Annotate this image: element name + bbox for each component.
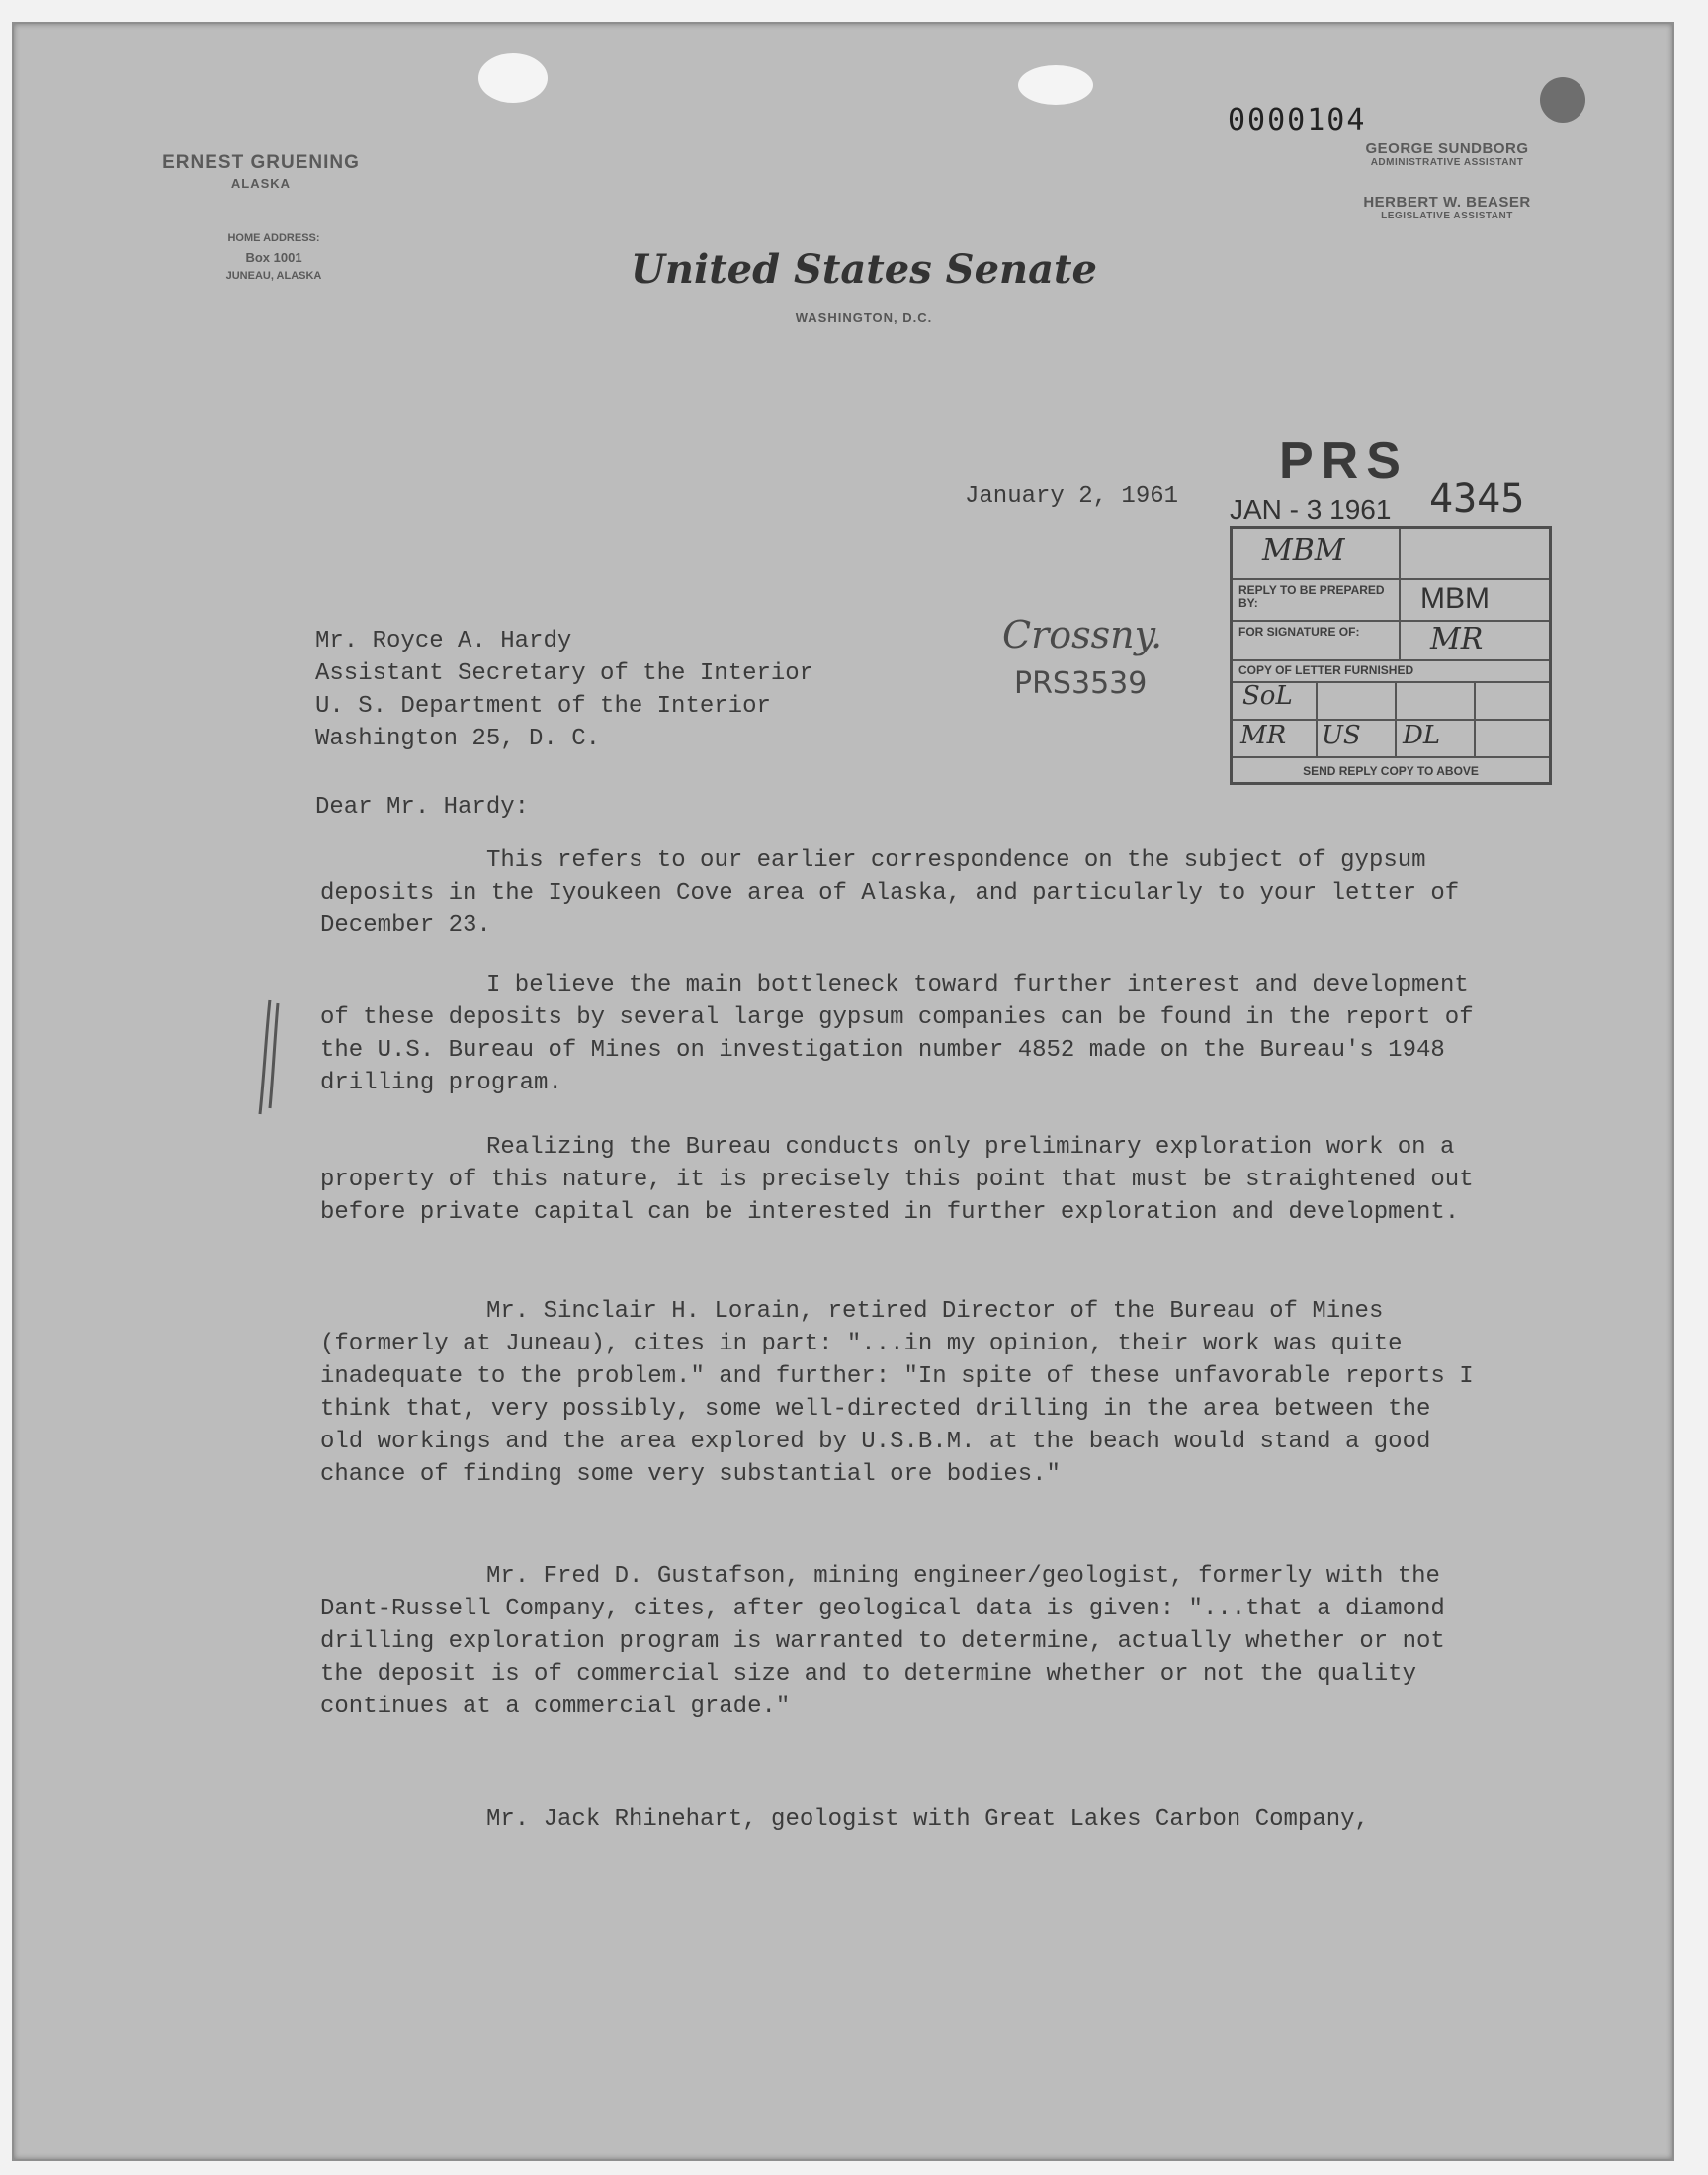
- punch-hole: [1018, 65, 1093, 105]
- staff-name: HERBERT W. BEASER: [1363, 194, 1531, 211]
- handwritten-name: Crossny.: [1002, 613, 1163, 656]
- letter-paragraph: I believe the main bottleneck toward further interest and development of these deposits by several large gypsum companies can be found in the report of the U.S. Bureau of Mines on investigation number 4852 made on the Bureau's 1948 drilling program.: [320, 972, 1474, 1096]
- signature-label: FOR SIGNATURE OF:: [1238, 625, 1360, 639]
- senator-name: ERNEST GRUENING: [162, 152, 360, 173]
- routing-row: [1233, 719, 1549, 758]
- ink-mark: [1540, 77, 1585, 123]
- staff-list: [1299, 140, 1595, 247]
- routing-cell: [1316, 719, 1318, 756]
- staff-name: GEORGE SUNDBORG: [1365, 140, 1529, 157]
- letterhead-location: WASHINGTON, D.C.: [795, 310, 933, 325]
- routing-cell: [1399, 578, 1401, 620]
- home-address-city: JUNEAU, ALASKA: [225, 270, 322, 282]
- recipient-line: Mr. Royce A. Hardy: [315, 628, 572, 654]
- letter-date: January 2, 1961: [965, 483, 1179, 510]
- home-address-label: HOME ADDRESS:: [227, 232, 320, 244]
- routing-cell: [1395, 681, 1397, 719]
- routing-footer: SEND REPLY COPY TO ABOVE: [1303, 764, 1479, 778]
- routing-initials: MBM: [1262, 533, 1345, 567]
- copy-label: COPY OF LETTER FURNISHED: [1238, 663, 1414, 677]
- copy-initials: SoL: [1242, 681, 1293, 711]
- letter-paragraph: Mr. Jack Rhinehart, geologist with Great Lakes Carbon Company,: [486, 1806, 1369, 1833]
- recipient-line: Assistant Secretary of the Interior: [315, 660, 814, 687]
- routing-cell: [1395, 719, 1397, 756]
- received-stamp-date: JAN - 3 1961: [1230, 494, 1392, 525]
- letter-paragraph: Realizing the Bureau conducts only preliminary exploration work on a property of this nature, it is precisely this point that must be straightened out before private capital can be interested in further exploration and development.: [320, 1134, 1474, 1226]
- reply-value: MBM: [1420, 582, 1490, 615]
- home-address: [180, 229, 368, 286]
- routing-row: [1233, 620, 1549, 661]
- signature-value: MR: [1430, 622, 1484, 656]
- recipient-address: [315, 625, 948, 755]
- recipient-line: U. S. Department of the Interior: [315, 693, 771, 720]
- staff-title: ADMINISTRATIVE ASSISTANT: [1370, 157, 1524, 168]
- letter-paragraph: This refers to our earlier correspondence on the subject of gypsum deposits in the Iyoukeen Cove area of Alaska, and particularly to your letter of December 23.: [320, 847, 1460, 939]
- recipient-line: Washington 25, D. C.: [315, 726, 601, 752]
- routing-cell: [1399, 620, 1401, 659]
- letterhead-title: United States Senate: [631, 246, 1097, 293]
- routing-cell: [1316, 681, 1318, 719]
- senator-header: [132, 152, 389, 191]
- punch-hole: [478, 53, 548, 103]
- letter-paragraph: Mr. Sinclair H. Lorain, retired Director of the Bureau of Mines (formerly at Juneau), cites in part: "...in my opinion, their work was quite inadequate to the problem." and further: "In spite of these unfavorable reports I think that, very possibly, some well-directed drilling in the area between the old workings and the area explored by U.S.B.M. at the beach would stand a good chance of finding some very substantial ore bodies.": [320, 1298, 1474, 1488]
- staff-title: LEGISLATIVE ASSISTANT: [1381, 211, 1513, 221]
- letter-paragraph: Mr. Fred D. Gustafson, mining engineer/geologist, formerly with the Dant-Russell Company, cites, after geological data is given: "...that a diamond drilling exploration program is warranted to determine, actually whether or not the deposit is of commercial size and to determine whether or not the quality continues at a commercial grade.": [320, 1563, 1445, 1720]
- received-stamp-number: 4345: [1429, 477, 1525, 522]
- routing-row: [1233, 578, 1549, 622]
- routing-cell: [1474, 681, 1476, 719]
- routing-cell: [1399, 529, 1401, 578]
- margin-mark: [256, 998, 280, 1116]
- copy-initials: US: [1322, 721, 1361, 750]
- received-stamp-office: PRS: [1279, 432, 1409, 489]
- copy-initials: DL: [1403, 721, 1441, 750]
- senator-state: ALASKA: [230, 176, 292, 191]
- home-address-box: Box 1001: [245, 250, 302, 265]
- document-number: 0000104: [1228, 103, 1367, 137]
- letter-page: [12, 22, 1674, 2161]
- routing-row: [1233, 659, 1549, 683]
- handwritten-reference: PRS3539: [1014, 666, 1148, 701]
- routing-row: [1233, 529, 1549, 580]
- copy-initials: MR: [1240, 721, 1287, 750]
- routing-stamp: [1230, 526, 1552, 785]
- routing-row: [1233, 681, 1549, 721]
- reply-label: REPLY TO BE PREPARED BY:: [1238, 583, 1385, 610]
- salutation: Dear Mr. Hardy:: [315, 794, 530, 821]
- routing-cell: [1474, 719, 1476, 756]
